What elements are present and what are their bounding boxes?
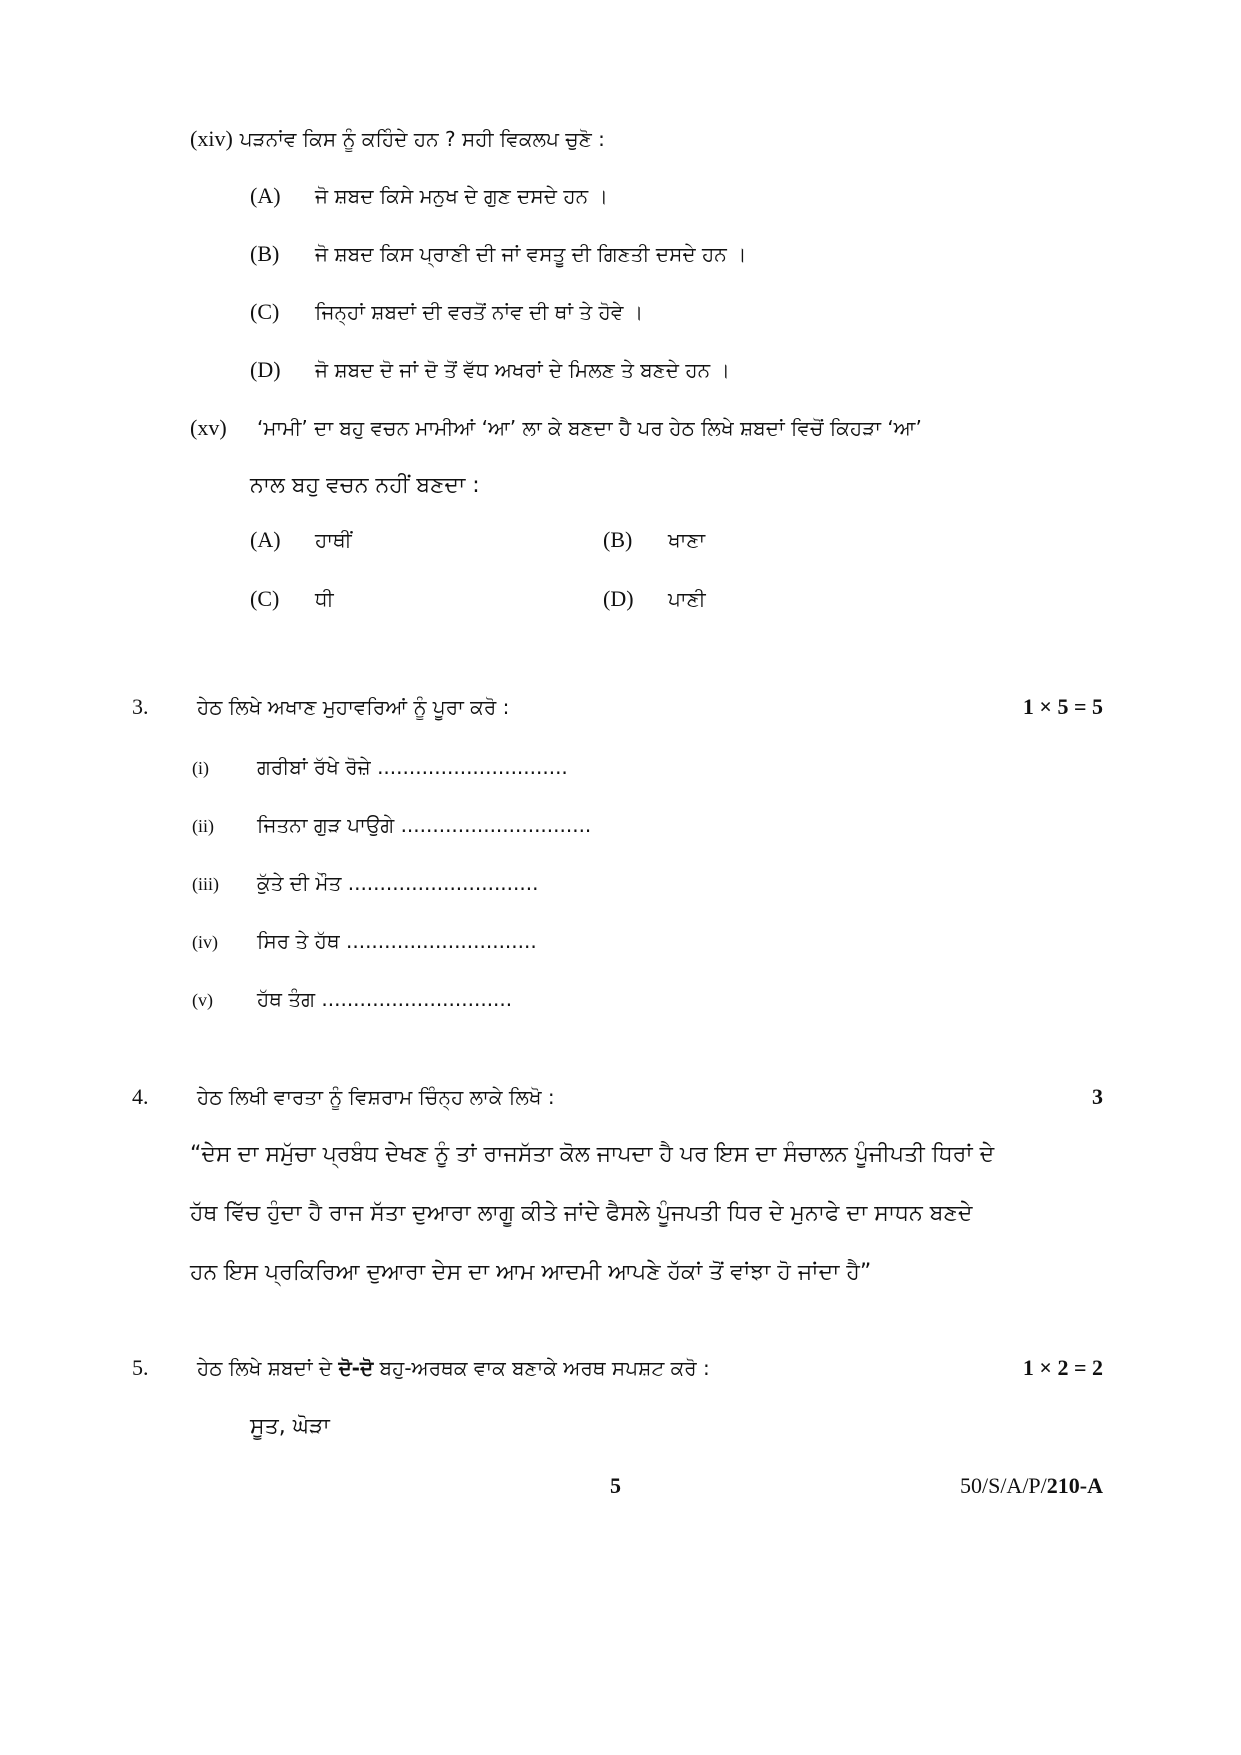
item-text: ਜਿਤਨਾ ਗੁੜ ਪਾਉਗੇ .............................. [257,813,592,837]
option-text: ਪਾਣੀ [668,587,706,611]
option-text: ਹਾਥੀਂ [315,528,352,552]
item-label: (v) [192,990,213,1010]
q4-marks: 3 [1092,1084,1103,1109]
q14-number: (xiv) [190,126,233,151]
q3-number: 3. [132,694,149,719]
q14-text: ਪੜਨਾਂਵ ਕਿਸ ਨੂੰ ਕਹਿੰਦੇ ਹਨ ? ਸਹੀ ਵਿਕਲਪ ਚੁਣੋ : [239,127,605,151]
q5-text-bold: ਦੋ-ਦੋ [338,1356,374,1380]
q15-number: (xv) [190,415,227,440]
q15-option-b [603,525,705,556]
q5-words: ਸੂਤ, ਘੋੜਾ [250,1414,330,1439]
q3-item-i [192,752,568,783]
option-text: ਜੋ ਸ਼ਬਦ ਕਿਸੇ ਮਨੁਖ ਦੇ ਗੁਣ ਦਸਦੇ ਹਨ । [315,184,608,208]
item-label: (iv) [192,932,218,952]
item-text: ਕੁੱਤੇ ਦੀ ਮੌਤ .............................. [257,871,539,895]
option-label: (D) [603,586,634,611]
q5-marks: 1 × 2 = 2 [1022,1355,1103,1380]
q14-option-d [250,355,730,386]
q3-item-iv [192,926,537,957]
page-number: 5 [610,1473,621,1498]
q3-item-ii [192,810,591,841]
item-text: ਸਿਰ ਤੇ ਹੱਥ .............................. [257,929,537,953]
q15-stem [190,413,922,444]
option-label: (B) [603,527,633,552]
option-text: ਧੀ [315,587,334,611]
paper-code-prefix: 50/S/A/P/ [959,1473,1047,1498]
option-label: (C) [250,299,280,324]
q4-passage-line: ਹੱਥ ਵਿੱਚ ਹੁੰਦਾ ਹੈ ਰਾਜ ਸੱਤਾ ਦੁਆਰਾ ਲਾਗੂ ਕੀਤੇ ਜਾਂਦੇ ਫੈਸਲੇ ਪੂੰਜਪਤੀ ਧਿਰ ਦੇ ਮੁਨਾਫੇ ਦਾ ਸਾਧਨ ਬਣਦੇ [190,1201,973,1226]
q3-text: ਹੇਠ ਲਿਖੇ ਅਖਾਣ ਮੁਹਾਵਰਿਆਂ ਨੂੰ ਪੂਰਾ ਕਰੋ : [197,695,510,719]
q15-option-d [603,584,706,615]
q5-number: 5. [132,1355,149,1380]
q15-line2: ਨਾਲ ਬਹੁ ਵਚਨ ਨਹੀਂ ਬਣਦਾ : [250,473,480,498]
q4-text: ਹੇਠ ਲਿਖੀ ਵਾਰਤਾ ਨੂੰ ਵਿਸ਼ਰਾਮ ਚਿੰਨ੍ਹ ਲਾਕੇ ਲਿਖੋ : [197,1085,555,1109]
q3-marks: 1 × 5 = 5 [1022,694,1103,719]
q3-item-v [192,984,512,1015]
q5-text-before: ਹੇਠ ਲਿਖੇ ਸ਼ਬਦਾਂ ਦੇ [197,1356,339,1380]
paper-code [960,1471,1103,1501]
option-label: (D) [250,357,281,382]
item-text: ਗਰੀਬਾਂ ਰੱਖੇ ਰੋਜ਼ੇ .............................. [257,755,568,779]
q15-line1: ‘ਮਾਮੀ’ ਦਾ ਬਹੁ ਵਚਨ ਮਾਮੀਆਂ ‘ਆ’ ਲਾ ਕੇ ਬਣਦਾ ਹੈ ਪਰ ਹੇਠ ਲਿਖੇ ਸ਼ਬਦਾਂ ਵਿਚੋਂ ਕਿਹੜਾ ‘ਆ’ [257,416,922,440]
q4-number: 4. [132,1084,149,1109]
q14-option-a [250,181,608,212]
q3-item-iii [192,868,538,899]
q5-text-after: ਬਹੁ-ਅਰਥਕ ਵਾਕ ਬਣਾਕੇ ਅਰਥ ਸਪਸ਼ਟ ਕਰੋ : [373,1356,710,1380]
q15-option-a [250,525,352,556]
q14-option-b [250,239,747,270]
option-label: (A) [250,183,281,208]
q14-stem [190,124,605,155]
option-label: (B) [250,241,280,266]
item-label: (i) [192,758,209,778]
q4-passage-line: ਹਨ ਇਸ ਪ੍ਰਕਿਰਿਆ ਦੁਆਰਾ ਦੇਸ ਦਾ ਆਮ ਆਦਮੀ ਆਪਣੇ ਹੱਕਾਂ ਤੋਂ ਵਾਂਝਾ ਹੋ ਜਾਂਦਾ ਹੈ” [190,1260,872,1285]
option-label: (A) [250,527,281,552]
paper-code-suffix: 210-A [1046,1473,1103,1498]
item-text: ਹੱਥ ਤੰਗ .............................. [257,987,513,1011]
option-text: ਜੋ ਸ਼ਬਦ ਕਿਸ ਪ੍ਰਾਣੀ ਦੀ ਜਾਂ ਵਸਤੂ ਦੀ ਗਿਣਤੀ ਦਸਦੇ ਹਨ । [315,242,747,266]
q15-option-c [250,584,334,615]
q3-stem [132,692,509,723]
item-label: (ii) [192,816,214,836]
option-text: ਜਿਨ੍ਹਾਂ ਸ਼ਬਦਾਂ ਦੀ ਵਰਤੋਂ ਨਾਂਵ ਦੀ ਥਾਂ ਤੇ ਹੋਵੇ । [315,300,644,324]
q5-stem [132,1353,710,1384]
q4-passage-line: “ਦੇਸ ਦਾ ਸਮੁੱਚਾ ਪ੍ਰਬੰਧ ਦੇਖਣ ਨੂੰ ਤਾਂ ਰਾਜਸੱਤਾ ਕੋਲ ਜਾਪਦਾ ਹੈ ਪਰ ਇਸ ਦਾ ਸੰਚਾਲਨ ਪੂੰਜੀਪਤੀ ਧਿਰਾਂ ਦੇ [190,1142,995,1167]
option-text: ਜੋ ਸ਼ਬਦ ਦੋ ਜਾਂ ਦੋ ਤੋਂ ਵੱਧ ਅਖਰਾਂ ਦੇ ਮਿਲਣ ਤੇ ਬਣਦੇ ਹਨ । [315,358,730,382]
option-label: (C) [250,586,280,611]
q4-stem [132,1082,555,1113]
item-label: (iii) [192,874,219,894]
q14-option-c [250,297,643,328]
option-text: ਖਾਣਾ [668,528,706,552]
